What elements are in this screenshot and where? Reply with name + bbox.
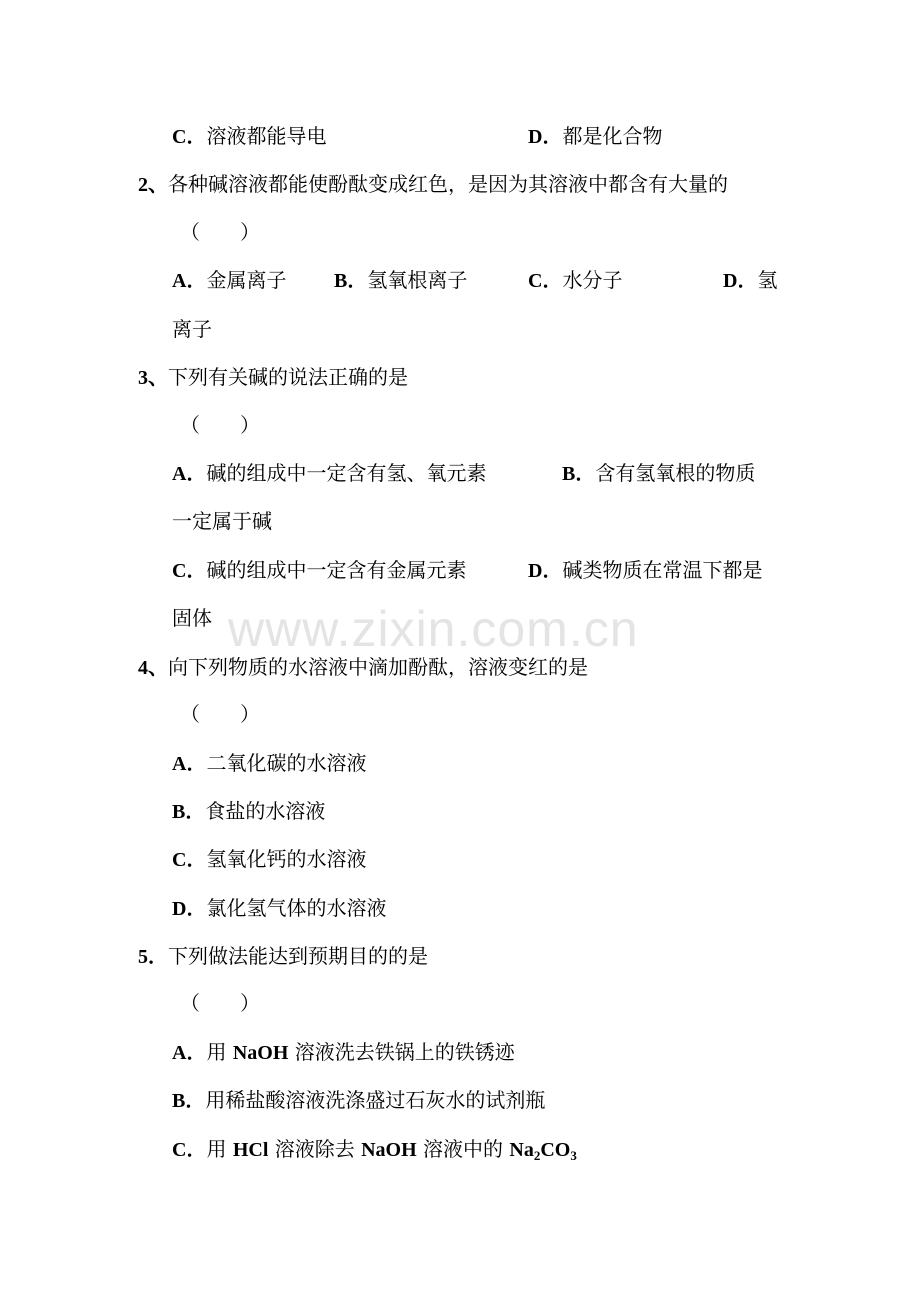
option-letter: B． bbox=[562, 463, 596, 485]
q3-option-b-continuation: 一定属于碱 bbox=[172, 509, 272, 533]
option-letter: A． bbox=[172, 463, 207, 485]
question-text: 向下列物质的水溶液中滴加酚酞，溶液变红的是 bbox=[168, 655, 588, 679]
question-number: 4、 bbox=[138, 657, 168, 679]
option-text: 氢氧根离子 bbox=[367, 268, 468, 292]
option-letter: B． bbox=[172, 1090, 206, 1112]
option-text: 氯化氢气体的水溶液 bbox=[206, 896, 387, 920]
q5-answer-paren: （ ） bbox=[180, 991, 260, 1015]
q4-answer-paren: （ ） bbox=[180, 702, 260, 726]
option-letter: C． bbox=[172, 126, 207, 148]
q2-option-a bbox=[172, 267, 286, 294]
option-text: 碱的组成中一定含有金属元素 bbox=[206, 558, 467, 582]
option-letter: D． bbox=[528, 126, 563, 148]
option-letter: A． bbox=[172, 270, 207, 292]
option-text: 水分子 bbox=[562, 268, 623, 292]
q2-option-c bbox=[528, 267, 622, 294]
q4-option-c bbox=[172, 846, 366, 873]
option-letter: A． bbox=[172, 753, 207, 775]
q3-option-d bbox=[528, 557, 762, 584]
question-text: 各种碱溶液都能使酚酞变成红色，是因为其溶液中都含有大量的 bbox=[168, 172, 728, 196]
option-text: 碱类物质在常温下都是 bbox=[562, 558, 763, 582]
option-text: 二氧化碳的水溶液 bbox=[206, 751, 367, 775]
q5-stem bbox=[138, 943, 428, 970]
q2-answer-paren: （ ） bbox=[180, 220, 260, 244]
option-text: 金属离子 bbox=[206, 268, 287, 292]
formula-part: CO bbox=[540, 1139, 571, 1161]
question-number: 5． bbox=[138, 946, 168, 968]
q4-option-a bbox=[172, 750, 366, 777]
q3-stem bbox=[138, 364, 408, 391]
option-text: 都是化合物 bbox=[562, 124, 663, 148]
question-number: 2、 bbox=[138, 174, 168, 196]
formula-part: Na bbox=[509, 1139, 534, 1161]
q5-option-b bbox=[172, 1087, 545, 1114]
q2-option-d-continuation: 离子 bbox=[172, 317, 212, 341]
chemical-formula: HCl bbox=[232, 1139, 269, 1161]
option-text: 溶液洗去铁锅上的铁锈迹 bbox=[288, 1040, 515, 1064]
formula-subscript: 2 bbox=[533, 1148, 541, 1163]
option-letter: D． bbox=[723, 270, 758, 292]
option-letter: C． bbox=[528, 270, 563, 292]
chemical-formula: NaOH bbox=[361, 1139, 417, 1161]
option-text: 溶液都能导电 bbox=[206, 124, 327, 148]
question-text: 下列有关碱的说法正确的是 bbox=[168, 365, 408, 389]
option-letter: B． bbox=[172, 801, 206, 823]
q3-option-a bbox=[172, 460, 486, 487]
q4-option-d bbox=[172, 895, 386, 922]
option-text: 含有氢氧根的物质 bbox=[595, 461, 756, 485]
q3-answer-paren: （ ） bbox=[180, 413, 260, 437]
option-text: 食盐的水溶液 bbox=[205, 799, 326, 823]
q5-option-c bbox=[172, 1136, 577, 1163]
option-text: 用稀盐酸溶液洗涤盛过石灰水的试剂瓶 bbox=[205, 1088, 546, 1112]
option-letter: C． bbox=[172, 560, 207, 582]
option-text: 溶液除去 bbox=[268, 1137, 362, 1161]
option-letter: C． bbox=[172, 1139, 207, 1161]
q2-stem bbox=[138, 171, 728, 198]
option-text: 碱的组成中一定含有氢、氧元素 bbox=[206, 461, 487, 485]
q4-option-b bbox=[172, 798, 325, 825]
q2-option-b bbox=[334, 267, 467, 294]
option-letter: D． bbox=[172, 898, 207, 920]
option-text: 用 bbox=[206, 1137, 233, 1161]
option-text: 溶液中的 bbox=[416, 1137, 510, 1161]
option-text: 用 bbox=[206, 1040, 233, 1064]
q4-stem bbox=[138, 654, 588, 681]
question-text: 下列做法能达到预期目的的是 bbox=[168, 944, 428, 968]
q1-option-d bbox=[528, 123, 662, 150]
option-letter: B． bbox=[334, 270, 368, 292]
option-letter: C． bbox=[172, 849, 207, 871]
option-letter: D． bbox=[528, 560, 563, 582]
q3-option-d-continuation: 固体 bbox=[172, 606, 212, 630]
q3-option-c bbox=[172, 557, 466, 584]
q3-option-b bbox=[562, 460, 755, 487]
question-number: 3、 bbox=[138, 367, 168, 389]
q2-option-d bbox=[723, 267, 777, 294]
option-letter: A． bbox=[172, 1042, 207, 1064]
option-text: 氢 bbox=[757, 268, 778, 292]
chemical-formula bbox=[509, 1139, 576, 1161]
q1-option-c bbox=[172, 123, 326, 150]
q5-option-a bbox=[172, 1039, 515, 1066]
option-text: 氢氧化钙的水溶液 bbox=[206, 847, 367, 871]
watermark: www.zixin.com.cn bbox=[228, 601, 639, 657]
formula-subscript: 3 bbox=[570, 1148, 577, 1163]
chemical-formula: NaOH bbox=[232, 1042, 289, 1064]
